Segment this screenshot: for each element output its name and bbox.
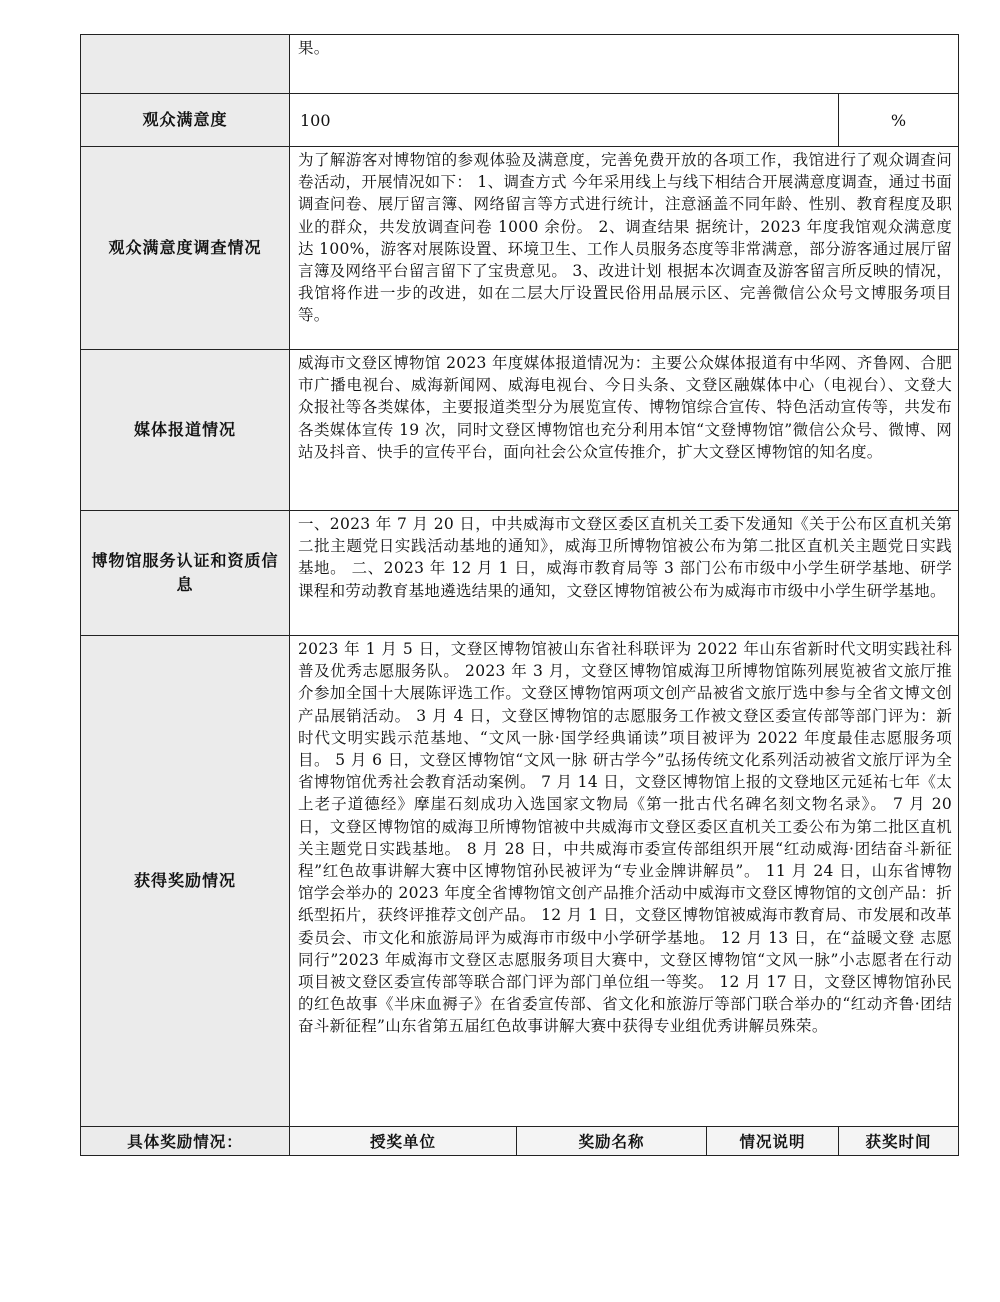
satisfaction-value: 100 (290, 94, 839, 147)
col-award-name: 奖励名称 (517, 1127, 707, 1156)
col-awarding-unit: 授奖单位 (290, 1127, 517, 1156)
awards-row (81, 636, 959, 1127)
award-detail-header-row (81, 1127, 959, 1156)
continuation-row (81, 35, 959, 94)
survey-row (81, 147, 959, 350)
certification-row (81, 511, 959, 636)
continuation-label-cell (81, 35, 290, 94)
media-text: 威海市文登区博物馆 2023 年度媒体报道情况为：主要公众媒体报道有中华网、齐鲁网、合肥市广播电视台、威海新闻网、威海电视台、今日头条、文登区融媒体中心（电视台）、文登大众报社等各类媒体，主要报道类型分为展览宣传、博物馆综合宣传、特色活动宣传等，共发布各类媒体宣传 19 次，同时文登区博物馆也充分利用本馆“文登博物馆”微信公众号、微博、网站及抖音、快手的宣传平台，面向社会公众宣传推介，扩大文登区博物馆的知名度。 (290, 350, 959, 511)
media-label: 媒体报道情况 (81, 350, 290, 511)
satisfaction-row (81, 94, 959, 147)
certification-label: 博物馆服务认证和资质信息 (81, 511, 290, 636)
satisfaction-unit: % (839, 94, 959, 147)
media-row (81, 350, 959, 511)
awards-text: 2023 年 1 月 5 日，文登区博物馆被山东省社科联评为 2022 年山东省新时代文明实践社科普及优秀志愿服务队。 2023 年 3 月，文登区博物馆威海卫所博物馆陈列展览被省文旅厅推介参加全国十大展陈评选工作。文登区博物馆两项文创产品被省文旅厅选中参与全省文博文创产品展销活动。 3 月 4 日，文登区博物馆的志愿服务工作被文登区委宣传部等部门评为：新时代文明实践示范基地、“文风一脉·国学经典诵读”项目被评为 2022 年度最佳志愿服务项目。 5 月 6 日，文登区博物馆“文风一脉 研古学今”弘扬传统文化系列活动被省文旅厅评为全省博物馆优秀社会教育活动案例。 7 月 14 日，文登区博物馆上报的文登地区元延祐七年《太上老子道德经》摩崖石刻成功入选国家文物局《第一批古代名碑名刻文物名录》。 7 月 20 日，文登区博物馆的威海卫所博物馆被中共威海市文登区委区直机关工委公布为第二批区直机关主题党日实践基地。 8 月 28 日，中共威海市委宣传部组织开展“红动威海·团结奋斗新征程”红色故事讲解大赛中区博物馆孙民被评为“专业金牌讲解员”。 11 月 24 日，山东省博物馆学会举办的 2023 年度全省博物馆文创产品推介活动中威海市文登区博物馆的文创产品：折纸型拓片，获终评推荐文创产品。 12 月 1 日，文登区博物馆被威海市教育局、市发展和改革委员会、市文化和旅游局评为威海市市级中小学研学基地。 12 月 13 日，在“益暖文登 志愿同行”2023 年威海市文登区志愿服务项目大赛中，文登区博物馆“文风一脉”小志愿者在行动项目被文登区委宣传部等联合部门评为部门单位组一等奖。 12 月 17 日，文登区博物馆孙民的红色故事《半床血褥子》在省委宣传部、省文化和旅游厅等部门联合举办的“红动齐鲁·团结奋斗新征程”山东省第五届红色故事讲解大赛中获得专业组优秀讲解员殊荣。 (290, 636, 959, 1127)
continuation-text: 果。 (290, 35, 959, 94)
award-detail-label: 具体奖励情况： (81, 1127, 290, 1156)
survey-label: 观众满意度调查情况 (81, 147, 290, 350)
awards-label: 获得奖励情况 (81, 636, 290, 1127)
certification-text: 一、2023 年 7 月 20 日，中共威海市文登区委区直机关工委下发通知《关于公布区直机关第二批主题党日实践活动基地的通知》，威海卫所博物馆被公布为第二批区直机关主题党日实践基地。 二、2023 年 12 月 1 日，威海市教育局等 3 部门公布市级中小学生研学基地、研学课程和劳动教育基地遴选结果的通知，文登区博物馆被公布为威海市市级中小学生研学基地。 (290, 511, 959, 636)
col-award-date: 获奖时间 (839, 1127, 959, 1156)
survey-text: 为了解游客对博物馆的参观体验及满意度，完善免费开放的各项工作，我馆进行了观众调查问卷活动，开展情况如下： 1、调查方式 今年采用线上与线下相结合开展满意度调查，通过书面调查问卷、展厅留言簿、网络留言等方式进行统计，注意涵盖不同年龄、性别、教育程度及职业的群众，共发放调查问卷 1000 余份。 2、调查结果 据统计，2023 年度我馆观众满意度达 100%，游客对展陈设置、环境卫生、工作人员服务态度等非常满意，部分游客通过展厅留言簿及网络平台留言留下了宝贵意见。 3、改进计划 根据本次调查及游客留言所反映的情况，我馆将作进一步的改进，如在二层大厅设置民俗用品展示区、完善微信公众号文博服务项目等。 (290, 147, 959, 350)
satisfaction-label: 观众满意度 (81, 94, 290, 147)
report-table (80, 34, 959, 1156)
col-description: 情况说明 (707, 1127, 839, 1156)
